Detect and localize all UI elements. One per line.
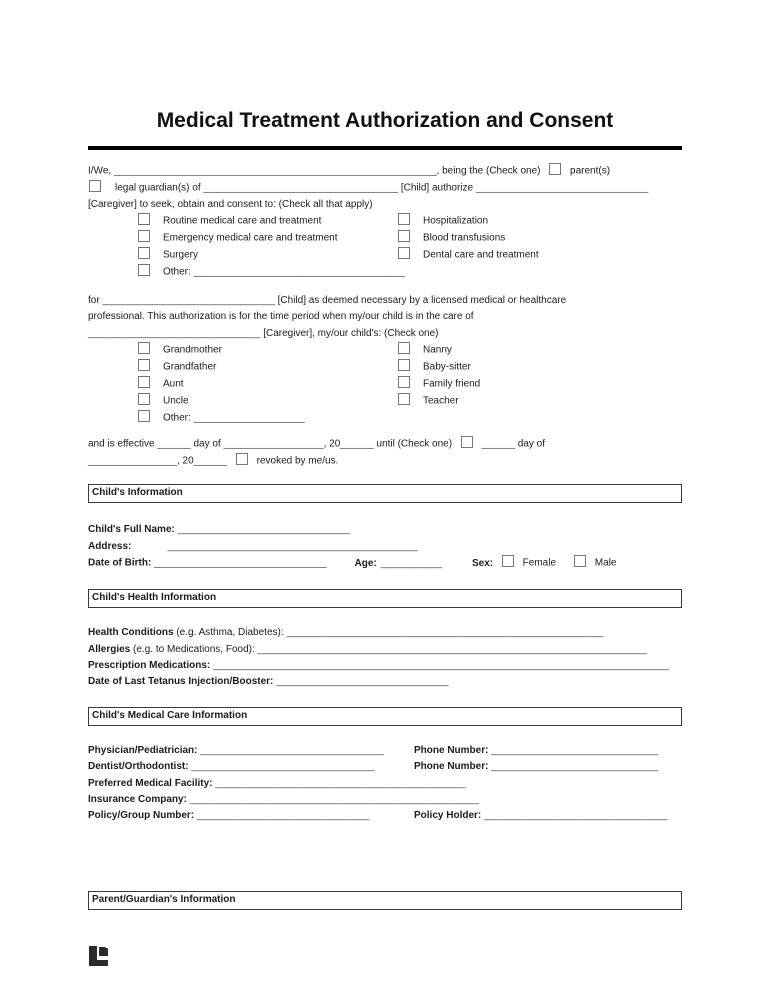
section-child-health: Child's Health Information: [88, 589, 682, 608]
allergies-blank[interactable]: ______________________________________________________________________: [257, 643, 647, 655]
dental-care-label: Dental care and treatment: [423, 249, 539, 261]
effective-day-blank-1[interactable]: ______: [157, 438, 191, 450]
effective-text-1: and is effective: [88, 438, 155, 450]
duration-line-1-text: [Child] as deemed necessary by a licensed medical or healthcare: [277, 294, 567, 306]
revoked-checkbox[interactable]: [236, 453, 248, 465]
emergency-care-checkbox[interactable]: [138, 230, 150, 242]
effective-paragraph: [88, 436, 682, 470]
consent-option-hospitalization: [398, 213, 682, 230]
relation-row-3: [88, 376, 682, 393]
child-name-row: [88, 522, 682, 538]
dentist-row: [88, 759, 682, 775]
health-conditions-blank[interactable]: _________________________________________________________: [286, 627, 604, 639]
medications-label: Prescription Medications:: [88, 659, 211, 671]
nanny-checkbox[interactable]: [398, 342, 410, 354]
policy-number-label: Policy/Group Number:: [88, 810, 195, 822]
dentist-cell: [88, 759, 414, 775]
address-blank[interactable]: _____________________________________________: [167, 540, 418, 552]
policy-holder-blank[interactable]: _________________________________: [484, 810, 668, 822]
health-conditions-label: Health Conditions: [88, 627, 174, 639]
babysitter-checkbox[interactable]: [398, 359, 410, 371]
relation-other-blank[interactable]: ____________________: [193, 412, 305, 424]
hospitalization-label: Hospitalization: [423, 215, 489, 227]
consent-option-surgery: [88, 247, 398, 264]
physician-label: Physician/Pediatrician:: [88, 744, 198, 756]
male-label: Male: [594, 557, 617, 569]
child-info-fields: [88, 522, 682, 572]
consent-row-3: [88, 247, 682, 264]
effective-month-blank-1[interactable]: __________________: [223, 438, 324, 450]
sex-label: Sex:: [471, 557, 494, 569]
dentist-phone-blank[interactable]: ______________________________: [491, 761, 659, 773]
address-label: Address:: [88, 540, 132, 552]
consent-option-emergency: [88, 230, 398, 247]
parents-name-blank[interactable]: __________________________________________________________: [113, 165, 437, 177]
allergies-label: Allergies: [88, 643, 131, 655]
effective-text-2: day of: [193, 438, 221, 450]
consent-option-blood: [398, 230, 682, 247]
policy-row: [88, 808, 682, 824]
consent-other-blank[interactable]: ______________________________________: [193, 266, 405, 278]
physician-cell: [88, 743, 414, 759]
age-blank[interactable]: ___________: [380, 557, 442, 569]
facility-row: [88, 776, 682, 792]
effective-year-blank-1[interactable]: ______: [340, 438, 374, 450]
consent-option-dental: [398, 247, 682, 264]
insurance-blank[interactable]: ____________________________________________________: [189, 793, 479, 805]
teacher-checkbox[interactable]: [398, 393, 410, 405]
blood-transfusions-label: Blood transfusions: [423, 232, 506, 244]
grandmother-checkbox[interactable]: [138, 342, 150, 354]
section-child-information: Child's Information: [88, 484, 682, 503]
effective-line-1: [88, 436, 682, 453]
relation-row-5: [88, 410, 682, 427]
grandmother-label: Grandmother: [163, 344, 222, 356]
dentist-blank[interactable]: _________________________________: [191, 761, 375, 773]
routine-care-label: Routine medical care and treatment: [163, 215, 322, 227]
for-label: for: [88, 294, 100, 306]
duration-line-3: [88, 326, 682, 342]
emergency-care-label: Emergency medical care and treatment: [163, 232, 338, 244]
sex-female-checkbox[interactable]: [502, 555, 514, 567]
intro-line-1: [88, 163, 682, 180]
parents-checkbox[interactable]: [549, 163, 561, 175]
health-conditions-row: [88, 625, 682, 641]
female-label: Female: [522, 557, 557, 569]
consent-row-1: [88, 213, 682, 230]
title-rule: [88, 146, 682, 150]
aunt-label: Aunt: [163, 378, 184, 390]
child-address-row: [88, 539, 682, 555]
surgery-label: Surgery: [163, 249, 199, 261]
consent-option-other: [88, 264, 405, 281]
allergies-hint: (e.g. to Medications, Food):: [133, 643, 255, 655]
child-full-name-blank[interactable]: _______________________________: [177, 524, 351, 536]
caregiver-name-blank[interactable]: _______________________________: [475, 182, 649, 194]
legal-guardian-label: legal guardian(s) of: [115, 182, 201, 194]
section-parent-guardian: Parent/Guardian's Information: [88, 891, 682, 910]
family-friend-label: Family friend: [423, 378, 481, 390]
relation-options-list: [88, 342, 682, 427]
consent-option-routine: [88, 213, 398, 230]
relation-option-uncle: [88, 393, 398, 410]
duration-line-3-text: [Caregiver], my/our child's: (Check one): [263, 327, 439, 339]
surgery-checkbox[interactable]: [138, 247, 150, 259]
policy-cell: [88, 808, 414, 824]
physician-phone-label: Phone Number:: [414, 744, 489, 756]
page-title: Medical Treatment Authorization and Consent: [156, 109, 614, 132]
relation-option-babysitter: [398, 359, 682, 376]
policy-number-blank[interactable]: _______________________________: [196, 810, 370, 822]
uncle-label: Uncle: [163, 395, 189, 407]
insurance-row: [88, 792, 682, 808]
effective-day-blank-2[interactable]: ______: [481, 438, 515, 450]
policy-holder-label: Policy Holder:: [414, 810, 482, 822]
relation-row-1: [88, 342, 682, 359]
family-friend-checkbox[interactable]: [398, 376, 410, 388]
consent-options-list: [88, 213, 682, 281]
child-name-label: Child's Full Name:: [88, 524, 175, 536]
dob-label: Date of Birth:: [88, 557, 152, 569]
grandfather-label: Grandfather: [163, 361, 217, 373]
physician-phone-blank[interactable]: ______________________________: [491, 744, 659, 756]
physician-row: [88, 743, 682, 759]
duration-line-2: professional. This authorization is for the time period when my/our child is in the care of: [88, 311, 474, 323]
effective-text-5: day of: [517, 438, 546, 450]
relation-row-2: [88, 359, 682, 376]
effective-text-7: revoked by me/us.: [256, 455, 339, 466]
relation-option-grandfather: [88, 359, 398, 376]
legal-guardian-checkbox[interactable]: [89, 180, 101, 192]
being-text: , being the (Check one): [436, 165, 541, 177]
facility-blank[interactable]: _____________________________________________: [215, 777, 466, 789]
duration-caregiver-blank[interactable]: _______________________________: [88, 327, 261, 339]
relation-option-aunt: [88, 376, 398, 393]
duration-line-1: [88, 293, 682, 309]
child-health-fields: [88, 625, 682, 691]
intro-paragraph: [88, 163, 682, 213]
health-conditions-hint: (e.g. Asthma, Diabetes):: [176, 627, 284, 639]
child-dob-row: [88, 555, 682, 572]
consent-other-label: Other:: [163, 266, 191, 278]
dob-blank[interactable]: _______________________________: [154, 557, 327, 569]
footer: [88, 945, 682, 967]
parents-label: parent(s): [570, 165, 611, 177]
relation-option-other: [88, 410, 398, 427]
allergies-row: [88, 642, 682, 658]
sex-male-checkbox[interactable]: [574, 555, 586, 567]
duration-child-blank[interactable]: _______________________________: [102, 294, 275, 306]
tetanus-label: Date of Last Tetanus Injection/Booster:: [88, 676, 274, 688]
consent-row-4: [88, 264, 682, 281]
child-name-blank[interactable]: ___________________________________: [203, 182, 399, 194]
effective-text-3: , 20: [323, 438, 341, 450]
relation-option-family-friend: [398, 376, 682, 393]
section-child-medical-care: Child's Medical Care Information: [88, 707, 682, 726]
intro-line-3: [Caregiver] to seek, obtain and consent to: (Check all that apply): [88, 198, 373, 210]
aunt-checkbox[interactable]: [138, 376, 150, 388]
consent-row-2: [88, 230, 682, 247]
consent-other-checkbox[interactable]: [138, 264, 150, 276]
duration-paragraph: [88, 293, 682, 342]
teacher-label: Teacher: [423, 395, 459, 407]
legaltemplates-logo-icon: [88, 945, 110, 967]
document-content: [88, 0, 682, 967]
dental-care-checkbox[interactable]: [398, 247, 410, 259]
child-authorize-text: [Child] authorize: [400, 182, 474, 194]
tetanus-blank[interactable]: _______________________________: [276, 676, 449, 688]
relation-option-teacher: [398, 393, 682, 410]
dentist-label: Dentist/Orthodontist:: [88, 761, 189, 773]
intro-line-2: [88, 180, 682, 197]
tetanus-row: [88, 674, 682, 690]
effective-line-2: [88, 453, 682, 470]
physician-blank[interactable]: _________________________________: [200, 744, 384, 756]
effective-month-blank-2[interactable]: ________________: [88, 455, 177, 466]
babysitter-label: Baby-sitter: [423, 361, 471, 373]
child-medical-fields: [88, 743, 682, 825]
medications-row: [88, 658, 682, 674]
hospitalization-checkbox[interactable]: [398, 213, 410, 225]
dentist-phone-label: Phone Number:: [414, 761, 489, 773]
insurance-label: Insurance Company:: [88, 793, 187, 805]
relation-option-nanny: [398, 342, 682, 359]
routine-care-checkbox[interactable]: [138, 213, 150, 225]
relation-other-label: Other:: [163, 412, 191, 424]
nanny-label: Nanny: [423, 344, 452, 356]
grandfather-checkbox[interactable]: [138, 359, 150, 371]
relation-option-grandmother: [88, 342, 398, 359]
effective-text-6: , 20: [176, 455, 194, 466]
facility-label: Preferred Medical Facility:: [88, 777, 213, 789]
effective-year-blank-2[interactable]: ______: [193, 455, 228, 466]
until-date-checkbox[interactable]: [461, 436, 473, 448]
effective-text-4: until (Check one): [376, 438, 453, 450]
relation-other-checkbox[interactable]: [138, 410, 150, 422]
medications-blank[interactable]: __________________________________________________________________________________: [213, 659, 670, 671]
relation-row-4: [88, 393, 682, 410]
uncle-checkbox[interactable]: [138, 393, 150, 405]
age-label: Age:: [354, 557, 377, 569]
iwe-label: I/We,: [88, 165, 112, 177]
blood-transfusions-checkbox[interactable]: [398, 230, 410, 242]
